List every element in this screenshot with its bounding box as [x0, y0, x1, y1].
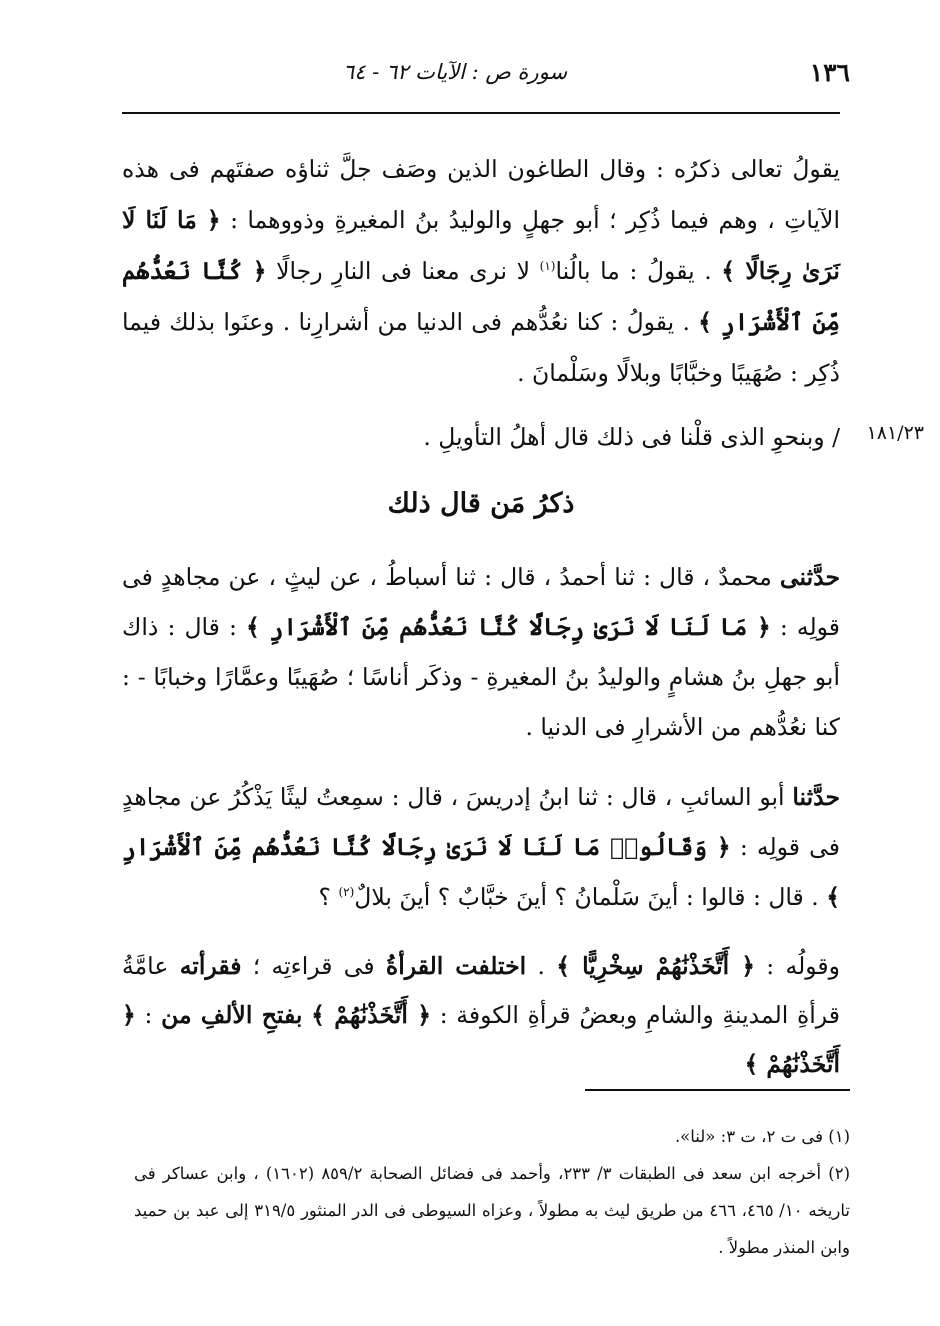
paragraph-text: . يقولُ : ما بالُنا	[555, 257, 722, 285]
paragraph-4	[122, 772, 840, 922]
footnote-marker: (٢)	[338, 885, 355, 900]
paragraph-3	[122, 552, 840, 752]
paragraph-text: أبو السائبِ ، قال : ثنا ابنُ إدريسَ ، قال : سمِعتُ ليثًا يَذْكُرُ عن مجاهدٍ فى قولِه :	[122, 783, 841, 861]
bold-phrase: بفتحِ الألفِ من	[161, 1001, 303, 1029]
quran-quote: ﴿ وَقَالُوا۟ مَا لَنَا لَا نَرَىٰ رِجَالًا كُنَّا نَعُدُّهُم مِّنَ ٱلْأَشْرَارِ ﴾	[122, 833, 840, 911]
quran-quote: ﴿ أَتَّخَذْنَٰهُمْ ﴾	[122, 1001, 840, 1078]
paragraph-text: عامَّةُ قرأةِ المدينةِ والشامِ وبعضُ قرأةِ الكوفة :	[122, 952, 840, 1029]
bold-phrase: فقرأته	[179, 952, 242, 980]
paragraph-text: محمدٌ ، قال : ثنا أحمدُ ، قال : ثنا أسباطُ ، عن ليثٍ ، عن مجاهدٍ فى قولِه :	[122, 563, 841, 641]
paragraph-2: / وبنحوِ الذى قلْنا فى ذلك قال أهلُ التأويلِ .	[423, 423, 840, 451]
paragraph-1	[122, 144, 840, 399]
footnote-divider	[585, 1089, 850, 1091]
paragraph-text	[302, 1001, 311, 1029]
footnote-2: (٢) أخرجه ابن سعد فى الطبقات ٣/ ٢٣٣، وأحمد فى فضائل الصحابة ٨٥٩/٢ (١٦٠٢) ، وابن عساكر فى تاريخه ١٠/ ٤٦٥، ٤٦٦ من طريق ليث به مطولاً ، وعزاه السيوطى فى الدر المنثور ٣١٩/٥ إلى عبد بن حميد وابن المنذر مطولاً .	[134, 1164, 850, 1257]
quran-quote: ﴿ أَتَّخَذْنَٰهُمْ سِخْرِيًّا ﴾	[556, 952, 755, 980]
quran-quote: ﴿ مَا لَنَا لَا نَرَىٰ رِجَالًا ﴾	[122, 206, 840, 285]
footnote-marker: (١)	[539, 259, 556, 274]
footnotes	[134, 1118, 850, 1266]
running-title: سورة ص : الآيات ٦٢ - ٦٤	[342, 60, 568, 84]
narration-lead: حدَّثنى	[779, 563, 840, 591]
paragraph-text: . يقولُ : كنا نعُدُّهم فى الدنيا من أشرارِنا . وعنَوا بذلك فيما ذُكِر : صُهَيبًا وخبَّابًا وبلالًا وسَلْمانَ .	[122, 308, 840, 387]
paragraph-text: لا نرى معنا فى النارِ رجالًا	[266, 257, 540, 285]
footnote-1: (١) فى ت ٢، ت ٣: «لنا».	[674, 1127, 850, 1146]
paragraph-text: :	[135, 1001, 162, 1029]
paragraph-text: فى قراءتِه ؛	[241, 952, 386, 980]
paragraph-text: : قال : ذاك أبو جهلِ بنُ هشامٍ والوليدُ بنُ المغيرةِ - وذكَر أناسًا ؛ صُهَيبًا وعمَّارًا وخبابًا - : كنا نعُدُّهم من الأشرارِ فى الدنيا .	[122, 613, 840, 741]
quran-quote: ﴿ أَتَّخَذْنَٰهُمْ ﴾	[311, 1001, 432, 1029]
paragraph-text: يقولُ تعالى ذكرُه : وقال الطاغون الذين وصَف جلَّ ثناؤه صفتَهم فى هذه الآياتِ ، وهم فيما ذُكِر ؛ أبو جهلٍ والوليدُ بنُ المغيرةِ وذووهما :	[122, 155, 840, 234]
header-divider	[122, 112, 840, 114]
margin-reference: ١٨١/٢٣	[866, 422, 924, 444]
paragraph-5	[122, 942, 840, 1089]
quran-quote: ﴿ كُنَّا نَعُدُّهُم مِّنَ ٱلْأَشْرَارِ ﴾	[122, 257, 840, 336]
narration-lead: حدَّثنا	[792, 783, 840, 811]
paragraph-text: .	[526, 952, 557, 980]
quran-quote: ﴿ مَا لَنَا لَا نَرَىٰ رِجَالًا كُنَّا نَعُدُّهُم مِّنَ ٱلْأَشْرَارِ ﴾	[246, 613, 771, 641]
paragraph-text: ؟	[318, 883, 339, 911]
bold-phrase: اختلفت القرأةُ	[385, 952, 527, 980]
section-heading: ذكرُ مَن قال ذلك	[387, 488, 575, 519]
paragraph-text: . قال : قالوا : أينَ سَلْمانُ ؟ أينَ خبَّابٌ ؟ أينَ بلالٌ	[354, 883, 827, 911]
paragraph-text: وقولُه :	[754, 952, 840, 980]
page-number: ١٣٦	[809, 58, 850, 87]
